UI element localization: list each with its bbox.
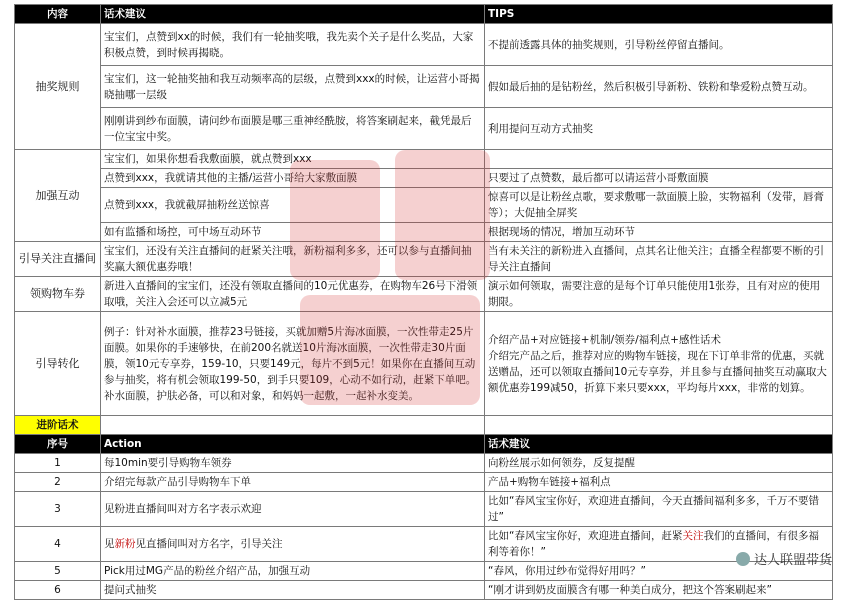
table-row [15, 150, 833, 169]
table-row: 3 见粉进直播间叫对方名字表示欢迎 比如“春风宝宝你好，欢迎进直播间，今天直播间福利多多，千万不要错过” [15, 492, 833, 527]
category-conversion: 引导转化 [15, 312, 101, 416]
table-row [15, 242, 833, 277]
tip-cell: 当有未关注的新粉进入直播间，点其名让他关注；直播全程都要不断的引导关注直播间 [485, 242, 833, 277]
tip-cell: 利用提问互动方式抽奖 [485, 108, 833, 150]
header-script: 话术建议 [101, 5, 485, 24]
category-interaction: 加强互动 [15, 150, 101, 242]
category-coupon: 领购物车券 [15, 277, 101, 312]
tip-cell: 不提前透露具体的抽奖规则，引导粉丝停留直播间。 [485, 24, 833, 66]
tip-cell: 根据现场的情况，增加互动环节 [485, 223, 833, 242]
script-cell: 新进入直播间的宝宝们，还没有领取直播间的10元优惠券，在购物车26号下滑领取哦，关注入会还可以立减5元 [101, 277, 485, 312]
script-cell: 宝宝们，还没有关注直播间的赶紧关注哦，新粉福利多多，还可以参与直播间抽奖赢大额优惠券哦！ [101, 242, 485, 277]
tip-cell: 惊喜可以是让粉丝点歌，要求敷哪一款面膜上脸，实物福利（发带，唇膏等）；大促抽全屏奖 [485, 188, 833, 223]
script-cell: 刚刚讲到纱布面膜，请问纱布面膜是哪三重神经酰胺，将答案刷起来，截凭最后一位宝宝中奖。 [101, 108, 485, 150]
table-row: 2 介绍完每款产品引导购物车下单 产品+购物车链接+福利点 [15, 473, 833, 492]
table-row [15, 188, 833, 223]
script-table [14, 4, 833, 600]
tip-cell: 只要过了点赞数，最后都可以请运营小哥敷面膜 [485, 169, 833, 188]
header-action: Action [101, 435, 485, 454]
channel-logo [736, 549, 832, 568]
header-content: 内容 [15, 5, 101, 24]
section-title: 进阶话术 [15, 416, 101, 435]
table-row [15, 312, 833, 416]
table-row [15, 223, 833, 242]
table-row: 5 Pick用过MG产品的粉丝介绍产品，加强互动 “春风，你用过纱布觉得好用吗？” [15, 562, 833, 581]
tip-cell [485, 312, 833, 416]
category-lottery: 抽奖规则 [15, 24, 101, 150]
wechat-icon [736, 552, 750, 566]
tip-cell: 演示如何领取，需要注意的是每个订单只能使用1张券，且有对应的使用期限。 [485, 277, 833, 312]
section-row [15, 416, 833, 435]
table-header [15, 5, 833, 24]
script-cell: 点赞到xxx，我就请其他的主播/运营小哥给大家敷面膜 [101, 169, 485, 188]
tip-line: 介绍完产品之后，推荐对应的购物车链接，现在下订单非常的优惠，买就送赠品，还可以领取直播间10元专享券，并且参与直播间抽奖互动赢取大额优惠券199减50，折算下来只要xxx，平均每片xxx，非常的划算。 [488, 349, 827, 394]
script-cell: 点赞到xxx，我就截屏抽粉丝送惊喜 [101, 188, 485, 223]
advanced-header [15, 435, 833, 454]
table-row [15, 108, 833, 150]
channel-name: 达人联盟带货 [753, 553, 832, 568]
table-row: 6 提问式抽奖 “刚才讲到奶皮面膜含有哪一种美白成分，把这个答案刷起来” [15, 581, 833, 600]
script-cell: 宝宝们，点赞到xx的时候，我们有一轮抽奖哦，我先卖个关子是什么奖品，大家积极点赞，到时候再揭晓。 [101, 24, 485, 66]
tip-cell [485, 150, 833, 169]
tip-line: 介绍产品+对应链接+机制/领券/福利点+感性话术 [488, 333, 721, 346]
table-row [15, 169, 833, 188]
script-cell: 宝宝们，如果你想看我敷面膜，就点赞到xxx [101, 150, 485, 169]
category-follow: 引导关注直播间 [15, 242, 101, 277]
header-index: 序号 [15, 435, 101, 454]
tip-cell: 假如最后抽的是钻粉丝，然后积极引导新粉、铁粉和挚爱粉点赞互动。 [485, 66, 833, 108]
table-row [15, 24, 833, 66]
script-cell: 如有监播和场控，可中场互动环节 [101, 223, 485, 242]
script-cell: 例子：针对补水面膜，推荐23号链接，买就加赠5片海冰面膜，一次性带走25片面膜。如果你的手速够快，在前200名就送10片海冰面膜，一次性带走30片面膜，领10元专享券，159-10，只要149元，每片不到5元！如果你在直播间互动参与抽奖，将有机会领取199-50，到手只要109，心动不如行动，赶紧下单吧。补水面膜，护肤必备，可以和对象，和妈妈一起敷，一起补水变美。 [101, 312, 485, 416]
script-cell: 宝宝们，这一轮抽奖抽和我互动频率高的层级，点赞到xxx的时候，让运营小哥揭晓抽哪一层级 [101, 66, 485, 108]
table-row [15, 277, 833, 312]
table-row: 4 见新粉见直播间叫对方名字，引导关注 比如“春风宝宝你好，欢迎进直播间，赶紧关注我们的直播间，有很多福利等着你！” [15, 527, 833, 562]
table-row: 1 每10min要引导购物车领券 向粉丝展示如何领券，反复提醒 [15, 454, 833, 473]
table-row [15, 66, 833, 108]
header-tips: TIPS [485, 5, 833, 24]
header-advice: 话术建议 [485, 435, 833, 454]
